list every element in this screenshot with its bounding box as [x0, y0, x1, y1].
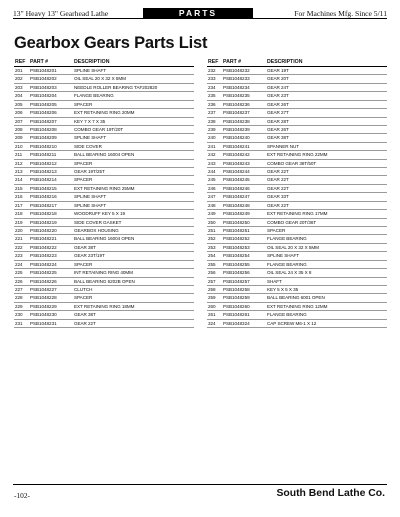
- ref-cell: 231: [14, 319, 29, 327]
- part-number-cell: PSB1048215: [29, 184, 73, 192]
- part-number-cell: PSB1048219: [29, 218, 73, 226]
- part-number-cell: PSB1048229: [29, 302, 73, 310]
- table-row: [207, 302, 387, 310]
- part-number-cell: PSB1048213: [29, 168, 73, 176]
- ref-cell: 209: [14, 134, 29, 142]
- part-number-cell: PSB1048203: [29, 83, 73, 91]
- column-header-ref: REF: [14, 57, 29, 67]
- table-row: [14, 142, 194, 150]
- description-cell: GEAR 24T: [266, 83, 387, 91]
- ref-cell: 234: [207, 83, 222, 91]
- part-number-cell: PSB1048261: [222, 311, 266, 319]
- table-row: [207, 269, 387, 277]
- part-number-cell: PSB1048234: [222, 83, 266, 91]
- description-cell: EXT RETAINING RING 22MM: [266, 151, 387, 159]
- description-cell: GEAR 38T: [266, 134, 387, 142]
- ref-cell: 247: [207, 193, 222, 201]
- ref-cell: 228: [14, 294, 29, 302]
- description-cell: GEAR 22T: [266, 201, 387, 209]
- column-header-part: PART #: [29, 57, 73, 67]
- description-cell: GEAR 38T: [73, 311, 194, 319]
- part-number-cell: PSB1048230: [29, 311, 73, 319]
- part-number-cell: PSB1048252: [222, 235, 266, 243]
- description-cell: SPACER: [73, 100, 194, 108]
- ref-cell: 211: [14, 151, 29, 159]
- part-number-cell: PSB1048222: [29, 243, 73, 251]
- ref-cell: 206: [14, 109, 29, 117]
- part-number-cell: PSB1048244: [222, 168, 266, 176]
- part-number-cell: PSB1048204: [29, 92, 73, 100]
- table-row: [14, 294, 194, 302]
- description-cell: SIDE COVER GASKET: [73, 218, 194, 226]
- description-cell: SPLINE SHAFT: [73, 193, 194, 201]
- ref-cell: 210: [14, 142, 29, 150]
- part-number-cell: PSB1048260: [222, 302, 266, 310]
- table-row: [207, 159, 387, 167]
- ref-cell: 223: [14, 252, 29, 260]
- table-row: [14, 117, 194, 125]
- description-cell: GEAR 38T: [73, 243, 194, 251]
- table-row: [14, 125, 194, 133]
- description-cell: SPLINE SHAFT: [73, 67, 194, 75]
- ref-cell: 324: [207, 319, 222, 327]
- table-row: [14, 227, 194, 235]
- description-cell: GEAR 23T: [266, 92, 387, 100]
- description-cell: SPACER: [73, 260, 194, 268]
- part-number-cell: PSB1048212: [29, 159, 73, 167]
- ref-cell: 260: [207, 302, 222, 310]
- ref-cell: 236: [207, 100, 222, 108]
- ref-cell: 257: [207, 277, 222, 285]
- table-row: [207, 201, 387, 209]
- table-row: [207, 109, 387, 117]
- description-cell: EXT RETAINING RING 20MM: [73, 109, 194, 117]
- description-cell: GEARBOX HOUSING: [73, 227, 194, 235]
- description-cell: INT RETAINING RING 40MM: [73, 269, 194, 277]
- description-cell: FLANGE BEARING: [266, 260, 387, 268]
- table-row: [207, 75, 387, 83]
- part-number-cell: PSB1048205: [29, 100, 73, 108]
- ref-cell: 239: [207, 125, 222, 133]
- part-number-cell: PSB1048257: [222, 277, 266, 285]
- description-cell: GEAR 22T: [266, 184, 387, 192]
- table-row: [207, 285, 387, 293]
- part-number-cell: PSB1048237: [222, 109, 266, 117]
- part-number-cell: PSB1048256: [222, 269, 266, 277]
- description-cell: SPLINE SHAFT: [73, 201, 194, 209]
- ref-cell: 225: [14, 269, 29, 277]
- ref-cell: 252: [207, 235, 222, 243]
- description-cell: OIL SEAL 24 X 35 X 8: [266, 269, 387, 277]
- description-cell: COMBO GEAR 20T/36T: [266, 218, 387, 226]
- part-number-cell: PSB1048246: [222, 184, 266, 192]
- ref-cell: 201: [14, 67, 29, 75]
- ref-cell: 221: [14, 235, 29, 243]
- part-number-cell: PSB1048241: [222, 142, 266, 150]
- description-cell: CLUTCH: [73, 285, 194, 293]
- part-number-cell: PSB1048324: [222, 319, 266, 327]
- ref-cell: 243: [207, 159, 222, 167]
- table-row: [14, 92, 194, 100]
- description-cell: SPANNER NUT: [266, 142, 387, 150]
- part-number-cell: PSB1048238: [222, 117, 266, 125]
- part-number-cell: PSB1048243: [222, 159, 266, 167]
- ref-cell: 240: [207, 134, 222, 142]
- table-row: [14, 193, 194, 201]
- part-number-cell: PSB1048208: [29, 125, 73, 133]
- part-number-cell: PSB1048201: [29, 67, 73, 75]
- footer-divider: [13, 484, 387, 485]
- description-cell: FLANGE BEARING: [266, 235, 387, 243]
- description-cell: SPACER: [73, 176, 194, 184]
- table-row: [207, 294, 387, 302]
- description-cell: SPLINE SHAFT: [266, 252, 387, 260]
- header-manufacture-date: For Machines Mfg. Since 5/11: [253, 8, 387, 19]
- table-row: [14, 285, 194, 293]
- part-number-cell: PSB1048221: [29, 235, 73, 243]
- description-cell: SHAFT: [266, 277, 387, 285]
- part-number-cell: PSB1048218: [29, 210, 73, 218]
- part-number-cell: PSB1048228: [29, 294, 73, 302]
- part-number-cell: PSB1048225: [29, 269, 73, 277]
- part-number-cell: PSB1048209: [29, 134, 73, 142]
- table-row: [14, 151, 194, 159]
- table-row: [207, 67, 387, 75]
- description-cell: CAP SCREW M6-1 X 12: [266, 319, 387, 327]
- table-row: [207, 142, 387, 150]
- description-cell: GEAR 22T: [266, 168, 387, 176]
- part-number-cell: PSB1048217: [29, 201, 73, 209]
- description-cell: SPACER: [73, 294, 194, 302]
- table-row: [14, 319, 194, 327]
- part-number-cell: PSB1048211: [29, 151, 73, 159]
- table-row: [14, 109, 194, 117]
- ref-cell: 220: [14, 227, 29, 235]
- header-section-label: PARTS: [143, 8, 253, 19]
- table-row: [207, 277, 387, 285]
- part-number-cell: PSB1048236: [222, 100, 266, 108]
- part-number-cell: PSB1048235: [222, 92, 266, 100]
- table-row: [14, 311, 194, 319]
- ref-cell: 204: [14, 92, 29, 100]
- ref-cell: 241: [207, 142, 222, 150]
- table-row: [207, 176, 387, 184]
- ref-cell: 207: [14, 117, 29, 125]
- part-number-cell: PSB1048242: [222, 151, 266, 159]
- ref-cell: 258: [207, 285, 222, 293]
- table-row: [14, 159, 194, 167]
- ref-cell: 227: [14, 285, 29, 293]
- ref-cell: 238: [207, 117, 222, 125]
- parts-table-left: [14, 57, 194, 328]
- table-row: [14, 100, 194, 108]
- ref-cell: 255: [207, 260, 222, 268]
- description-cell: KEY 5 X 5 X 35: [266, 285, 387, 293]
- description-cell: GEAR 22T: [266, 176, 387, 184]
- description-cell: BALL BEARING 16004 OPEN: [73, 235, 194, 243]
- part-number-cell: PSB1048207: [29, 117, 73, 125]
- table-row: [207, 260, 387, 268]
- part-number-cell: PSB1048231: [29, 319, 73, 327]
- table-row: [14, 75, 194, 83]
- part-number-cell: PSB1048206: [29, 109, 73, 117]
- description-cell: GEAR 23T/19T: [73, 252, 194, 260]
- description-cell: EXT RETAINING RING 12MM: [266, 302, 387, 310]
- table-row: [207, 227, 387, 235]
- table-row: [14, 243, 194, 251]
- part-number-cell: PSB1048223: [29, 252, 73, 260]
- ref-cell: 256: [207, 269, 222, 277]
- description-cell: GEAR 19T: [266, 67, 387, 75]
- ref-cell: 219: [14, 218, 29, 226]
- ref-cell: 212: [14, 159, 29, 167]
- part-number-cell: PSB1048220: [29, 227, 73, 235]
- column-header-description: DESCRIPTION: [266, 57, 387, 67]
- table-header-row: [14, 57, 194, 67]
- table-row: [14, 302, 194, 310]
- table-row: [207, 151, 387, 159]
- description-cell: BALL BEARING 16004 OPEN: [73, 151, 194, 159]
- table-row: [207, 210, 387, 218]
- table-row: [207, 184, 387, 192]
- description-cell: OIL SEAL 20 X 32 X 5MM: [266, 243, 387, 251]
- ref-cell: 208: [14, 125, 29, 133]
- part-number-cell: PSB1048250: [222, 218, 266, 226]
- table-header-row: [207, 57, 387, 67]
- table-row: [207, 100, 387, 108]
- header-machine-name: 13" Heavy 13" Gearhead Lathe: [13, 8, 143, 19]
- part-number-cell: PSB1048232: [222, 67, 266, 75]
- page-header: [13, 8, 387, 19]
- description-cell: EXT RETAINING RING 17MM: [266, 210, 387, 218]
- table-row: [14, 210, 194, 218]
- part-number-cell: PSB1048233: [222, 75, 266, 83]
- table-row: [207, 117, 387, 125]
- ref-cell: 246: [207, 184, 222, 192]
- description-cell: EXT RETAINING RING 25MM: [73, 184, 194, 192]
- table-row: [207, 83, 387, 91]
- table-row: [207, 319, 387, 327]
- description-cell: GEAR 26T: [266, 100, 387, 108]
- table-row: [207, 311, 387, 319]
- description-cell: COMBO GEAR 19T/20T: [73, 125, 194, 133]
- part-number-cell: PSB1048210: [29, 142, 73, 150]
- ref-cell: 259: [207, 294, 222, 302]
- table-row: [207, 92, 387, 100]
- table-row: [207, 252, 387, 260]
- ref-cell: 244: [207, 168, 222, 176]
- brand-logo-text: South Bend Lathe Co.: [276, 488, 385, 499]
- description-cell: GEAR 26T: [266, 125, 387, 133]
- part-number-cell: PSB1048259: [222, 294, 266, 302]
- ref-cell: 216: [14, 193, 29, 201]
- part-number-cell: PSB1048226: [29, 277, 73, 285]
- ref-cell: 229: [14, 302, 29, 310]
- ref-cell: 217: [14, 201, 29, 209]
- description-cell: SIDE COVER: [73, 142, 194, 150]
- ref-cell: 218: [14, 210, 29, 218]
- table-row: [207, 235, 387, 243]
- ref-cell: 205: [14, 100, 29, 108]
- table-row: [14, 176, 194, 184]
- table-row: [14, 201, 194, 209]
- part-number-cell: PSB1048248: [222, 201, 266, 209]
- description-cell: BALL BEARING 6001 OPEN: [266, 294, 387, 302]
- column-header-ref: REF: [207, 57, 222, 67]
- part-number-cell: PSB1048249: [222, 210, 266, 218]
- table-row: [14, 218, 194, 226]
- ref-cell: 235: [207, 92, 222, 100]
- table-row: [14, 67, 194, 75]
- ref-cell: 233: [207, 75, 222, 83]
- part-number-cell: PSB1048240: [222, 134, 266, 142]
- table-row: [14, 83, 194, 91]
- description-cell: GEAR 27T: [266, 109, 387, 117]
- part-number-cell: PSB1048239: [222, 125, 266, 133]
- description-cell: COMBO GEAR 38T/50T: [266, 159, 387, 167]
- description-cell: SPACER: [73, 159, 194, 167]
- column-header-description: DESCRIPTION: [73, 57, 194, 67]
- ref-cell: 250: [207, 218, 222, 226]
- ref-cell: 242: [207, 151, 222, 159]
- part-number-cell: PSB1048224: [29, 260, 73, 268]
- ref-cell: 214: [14, 176, 29, 184]
- part-number-cell: PSB1048214: [29, 176, 73, 184]
- description-cell: NEEDLE ROLLER BEARING TAF202820: [73, 83, 194, 91]
- part-number-cell: PSB1048245: [222, 176, 266, 184]
- ref-cell: 261: [207, 311, 222, 319]
- description-cell: OIL SEAL 20 X 32 X 5MM: [73, 75, 194, 83]
- page-number: -102-: [14, 491, 31, 500]
- description-cell: BALL BEARING 6202B OPEN: [73, 277, 194, 285]
- column-header-part: PART #: [222, 57, 266, 67]
- page-title: Gearbox Gears Parts List: [14, 34, 208, 52]
- ref-cell: 232: [207, 67, 222, 75]
- part-number-cell: PSB1048258: [222, 285, 266, 293]
- ref-cell: 237: [207, 109, 222, 117]
- description-cell: GEAR 20T: [266, 75, 387, 83]
- ref-cell: 248: [207, 201, 222, 209]
- ref-cell: 226: [14, 277, 29, 285]
- table-row: [14, 184, 194, 192]
- description-cell: GEAR 22T: [73, 319, 194, 327]
- parts-table-right: [207, 57, 387, 328]
- description-cell: SPACER: [266, 227, 387, 235]
- ref-cell: 230: [14, 311, 29, 319]
- ref-cell: 245: [207, 176, 222, 184]
- table-row: [14, 235, 194, 243]
- ref-cell: 249: [207, 210, 222, 218]
- table-row: [207, 125, 387, 133]
- description-cell: SPLINE SHAFT: [73, 134, 194, 142]
- ref-cell: 213: [14, 168, 29, 176]
- part-number-cell: PSB1048216: [29, 193, 73, 201]
- part-number-cell: PSB1048253: [222, 243, 266, 251]
- part-number-cell: PSB1048202: [29, 75, 73, 83]
- table-row: [14, 277, 194, 285]
- description-cell: EXT RETAINING RING 18MM: [73, 302, 194, 310]
- table-row: [14, 134, 194, 142]
- description-cell: GEAR 28T: [266, 117, 387, 125]
- table-row: [14, 252, 194, 260]
- ref-cell: 222: [14, 243, 29, 251]
- description-cell: WOODRUFF KEY 5 X 19: [73, 210, 194, 218]
- ref-cell: 253: [207, 243, 222, 251]
- part-number-cell: PSB1048254: [222, 252, 266, 260]
- ref-cell: 224: [14, 260, 29, 268]
- description-cell: GEAR 19T/25T: [73, 168, 194, 176]
- ref-cell: 251: [207, 227, 222, 235]
- part-number-cell: PSB1048227: [29, 285, 73, 293]
- ref-cell: 215: [14, 184, 29, 192]
- description-cell: FLANGE BEARING: [266, 311, 387, 319]
- table-row: [14, 260, 194, 268]
- table-row: [207, 218, 387, 226]
- ref-cell: 202: [14, 75, 29, 83]
- table-row: [207, 168, 387, 176]
- part-number-cell: PSB1048255: [222, 260, 266, 268]
- part-number-cell: PSB1048247: [222, 193, 266, 201]
- table-row: [207, 134, 387, 142]
- part-number-cell: PSB1048251: [222, 227, 266, 235]
- table-row: [14, 269, 194, 277]
- table-row: [14, 168, 194, 176]
- table-row: [207, 193, 387, 201]
- ref-cell: 203: [14, 83, 29, 91]
- description-cell: GEAR 33T: [266, 193, 387, 201]
- ref-cell: 254: [207, 252, 222, 260]
- description-cell: FLANGE BEARING: [73, 92, 194, 100]
- description-cell: KEY 7 X 7 X 35: [73, 117, 194, 125]
- table-row: [207, 243, 387, 251]
